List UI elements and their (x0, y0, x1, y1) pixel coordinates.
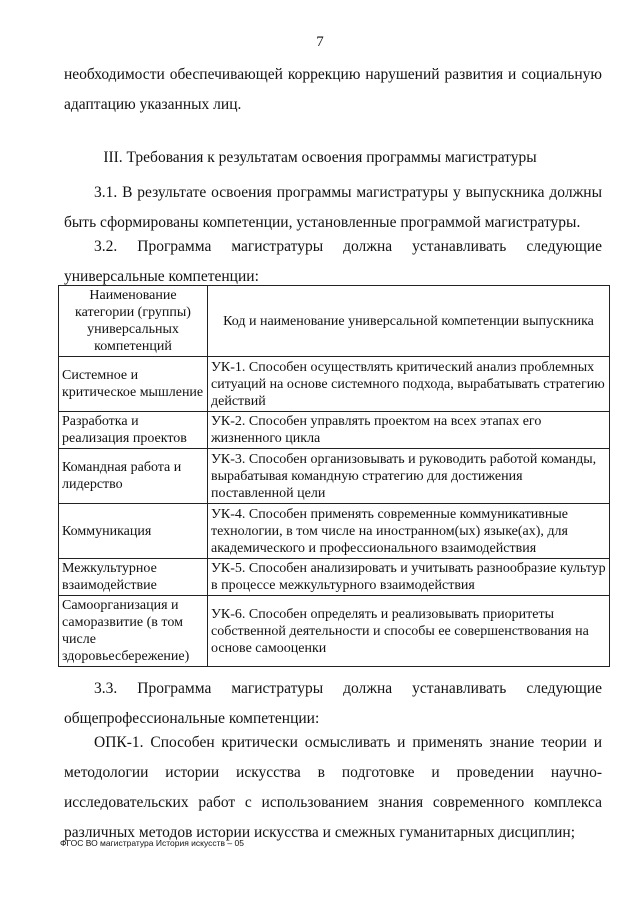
paragraph-3-2: 3.2. Программа магистратуры должна устанавливать следующие универсальные компетенции: (64, 238, 602, 285)
table-row (59, 559, 610, 596)
paragraph-opk-1: ОПК-1. Способен критически осмысливать и применять знание теории и методологии истории искусства в подготовке и проведении научно-исследовательских работ с использованием знания современного комплекса различных методов истории искусства и смежных гуманитарных дисциплин; (64, 734, 602, 841)
table-row (59, 596, 610, 667)
table-row (59, 412, 610, 449)
intro-paragraph (64, 60, 602, 120)
row-description: УК-1. Способен осуществлять критический анализ проблемных ситуаций на основе системного подхода, вырабатывать стратегию действий (208, 357, 610, 412)
table-header-row (59, 286, 610, 357)
table-row (59, 449, 610, 504)
page-number: 7 (316, 34, 324, 50)
header-category: Наименование категории (группы) универсальных компетенций (59, 286, 208, 357)
row-description: УК-5. Способен анализировать и учитывать разнообразие культур в процессе межкультурного взаимодействия (208, 559, 610, 596)
row-description: УК-4. Способен применять современные коммуникативные технологии, в том числе на иностранном(ых) языке(ах), для академического и профессионального взаимодействия (208, 504, 610, 559)
row-description: УК-2. Способен управлять проектом на всех этапах его жизненного цикла (208, 412, 610, 449)
row-description: УК-3. Способен организовывать и руководить работой команды, вырабатывая командную стратегию для достижения поставленной цели (208, 449, 610, 504)
paragraph-3-1: 3.1. В результате освоения программы магистратуры у выпускника должны быть сформированы компетенции, установленные программой магистратуры. (64, 184, 602, 231)
row-description: УК-6. Способен определять и реализовывать приоритеты собственной деятельности и способы ее совершенствования на основе самооценки (208, 596, 610, 667)
table-row (59, 504, 610, 559)
row-category: Самоорганизация и саморазвитие (в том числе здоровьесбережение) (59, 596, 208, 667)
intro-line-2: адаптацию указанных лиц. (64, 96, 242, 113)
section-heading: III. Требования к результатам освоения программы магистратуры (103, 149, 537, 166)
row-category: Системное и критическое мышление (59, 357, 208, 412)
paragraph-3-3: 3.3. Программа магистратуры должна устанавливать следующие общепрофессиональные компетенции: (64, 680, 602, 727)
table-row (59, 357, 610, 412)
row-category: Командная работа и лидерство (59, 449, 208, 504)
header-code: Код и наименование универсальной компетенции выпускника (208, 286, 610, 357)
row-category: Разработка и реализация проектов (59, 412, 208, 449)
intro-line-1: необходимости обеспечивающей коррекцию нарушений развития и социальную (64, 66, 602, 83)
footer-note: ФГОС ВО магистратура История искусств – 05 (60, 838, 244, 848)
competencies-table (58, 285, 610, 667)
row-category: Межкультурное взаимодействие (59, 559, 208, 596)
row-category: Коммуникация (59, 504, 208, 559)
